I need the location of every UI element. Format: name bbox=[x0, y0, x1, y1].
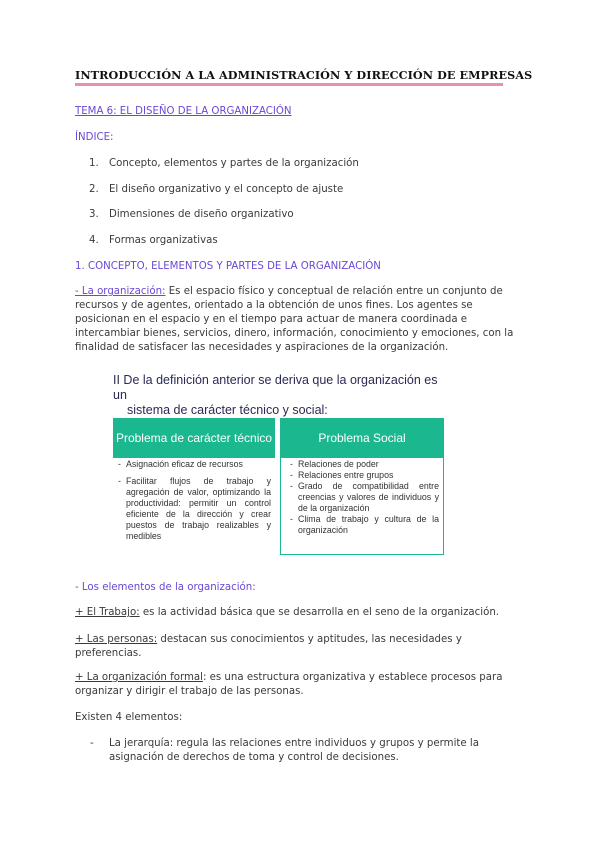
index-item-1: Concepto, elementos y partes de la organización bbox=[109, 158, 359, 169]
element-personas-label: + Las personas: bbox=[75, 634, 158, 645]
org-definition-line-3: posicionan en el espacio y en el tiempo para actuar de manera coordinada e bbox=[75, 314, 468, 325]
index-item-1-num: 1. bbox=[89, 158, 99, 169]
element-formal-line-1: + La organización formal: es una estructura organizativa y establece procesos para bbox=[75, 672, 503, 683]
element-trabajo-label: + El Trabajo: bbox=[75, 607, 140, 618]
topic-heading: TEMA 6: EL DISEÑO DE LA ORGANIZACIÓN bbox=[75, 106, 292, 117]
elements-heading: - Los elementos de la organización: bbox=[75, 582, 256, 593]
index-item-2-num: 2. bbox=[89, 184, 99, 195]
element-personas-line-1: + Las personas: destacan sus conocimientos y aptitudes, las necesidades y bbox=[75, 634, 462, 645]
social-item-2: - Relaciones entre grupos bbox=[298, 470, 439, 481]
index-item-3-num: 3. bbox=[89, 209, 99, 220]
org-definition-line-5: finalidad de satisfacer las necesidades y aspiraciones de la organización. bbox=[75, 342, 449, 353]
technical-problem-list bbox=[117, 459, 271, 548]
element-trabajo: + El Trabajo: es la actividad básica que se desarrolla en el seno de la organización. bbox=[75, 607, 500, 618]
element-personas-line-2: preferencias. bbox=[75, 648, 142, 659]
org-definition-line-4: intercambiar bienes, servicios, dinero, información, conocimiento y emociones, con la bbox=[75, 328, 514, 339]
section-1-heading: 1. CONCEPTO, ELEMENTOS Y PARTES DE LA ORGANIZACIÓN bbox=[75, 261, 381, 272]
social-item-1: - Relaciones de poder bbox=[298, 459, 439, 470]
index-label: ÍNDICE: bbox=[75, 132, 114, 143]
jerarquia-bullet: - bbox=[90, 738, 94, 749]
index-item-2: El diseño organizativo y el concepto de ajuste bbox=[109, 184, 344, 195]
social-problem-header: Problema Social bbox=[280, 418, 444, 458]
org-definition-line-1: - La organización: Es el espacio físico y conceptual de relación entre un conjunto de bbox=[75, 286, 503, 297]
jerarquia-line-1: La jerarquía: regula las relaciones entre individuos y grupos y permite la bbox=[109, 738, 479, 749]
technical-social-diagram bbox=[113, 373, 443, 558]
technical-problem-header: Problema de carácter técnico bbox=[113, 418, 275, 458]
document-title: INTRODUCCIÓN A LA ADMINISTRACIÓN Y DIRECCIÓN DE EMPRESAS bbox=[75, 68, 533, 82]
diagram-header: II De la definición anterior se deriva que la organización es un sistema de carácter técnico y social: bbox=[113, 373, 438, 417]
technical-item-1: - Asignación eficaz de recursos bbox=[126, 459, 271, 470]
org-definition-label: - La organización: bbox=[75, 286, 166, 297]
technical-item-2: - Facilitar flujos de trabajo y agregación de valor, optimizando la productividad: permitir un control eficiente de la dirección y crear puestos de trabajo realizables y medibles bbox=[126, 476, 271, 542]
jerarquia-line-2: asignación de derechos de toma y control de decisiones. bbox=[109, 752, 399, 763]
index-item-4: Formas organizativas bbox=[109, 235, 218, 246]
existen-elementos: Existen 4 elementos: bbox=[75, 712, 183, 723]
social-item-3: - Grado de compatibilidad entre creencias y valores de individuos y de la organización bbox=[298, 481, 439, 514]
social-item-4: - Clima de trabajo y cultura de la organización bbox=[298, 514, 439, 536]
index-item-4-num: 4. bbox=[89, 235, 99, 246]
index-item-3: Dimensiones de diseño organizativo bbox=[109, 209, 294, 220]
social-problem-list bbox=[289, 459, 439, 536]
org-definition-line-2: recursos y de agentes, orientado a la obtención de unos fines. Los agentes se bbox=[75, 300, 473, 311]
title-highlight-underline bbox=[75, 83, 503, 86]
element-formal-label: + La organización formal bbox=[75, 672, 203, 683]
element-formal-line-2: organizar y dirigir el trabajo de las personas. bbox=[75, 686, 304, 697]
